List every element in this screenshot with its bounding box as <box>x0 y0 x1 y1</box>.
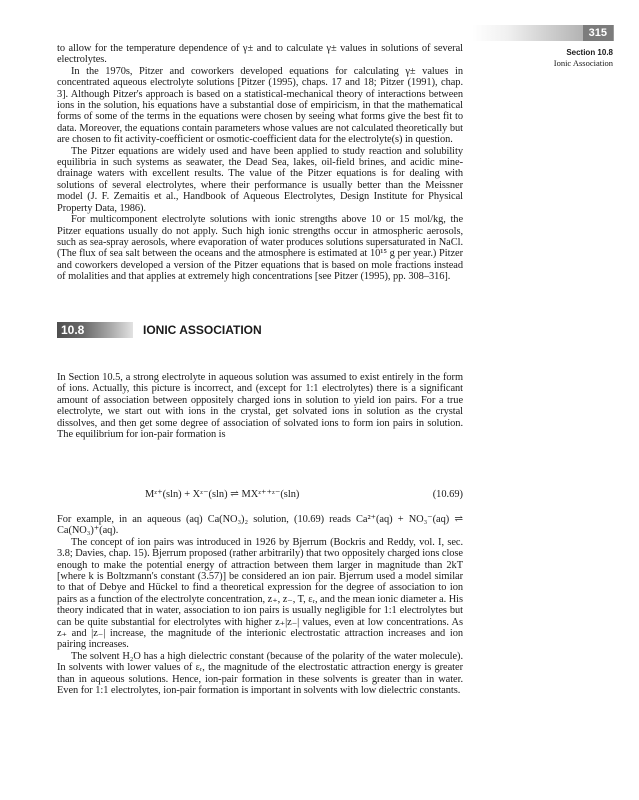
paragraph-section-intro: In Section 10.5, a strong electrolyte in aqueous solution was assumed to exist entirely in the form of ions. Actually, this picture is incorrect, and (except for 1:1 electrolytes) there is a significant amount of association between oppositely charged ions in solution to yield ion pairs. For a true electrolyte, we start out with ions in the crystal, get solvated ions in solution as the crystal dissolves, and then get some degree of association of solvated ions to form ion pairs in solution. The equilibrium for ion-pair formation is <box>57 372 463 441</box>
section-title: IONIC ASSOCIATION <box>143 323 262 337</box>
section-heading <box>57 322 463 338</box>
paragraph-high-ionic-strength: For multicomponent electrolyte solutions with ionic strengths above 10 or 15 mol/kg, the Pitzer equations usually do not apply. Such high ionic strengths occur in atmospheric aerosols, such as sea-spray aerosols, where evaporation of water produces solutions supersaturated in NaCl. (The flux of sea salt between the oceans and the atmosphere is estimated at 10¹⁵ g per year.) Pitzer and coworkers developed a version of the Pitzer equations that is based on mole fractions instead of molalities and that applies at extremely high concentrations [see Pitzer (1995), pp. 308–316]. <box>57 214 463 283</box>
section-number: 10.8 <box>61 323 85 337</box>
section-number-badge <box>57 322 133 338</box>
running-header-section-name: Ionic Association <box>553 58 613 68</box>
equation-10-69 <box>57 488 463 502</box>
paragraph-solvent-dielectric: The solvent H₂O has a high dielectric constant (because of the polarity of the water molecule). In solvents with lower values of εᵣ, the magnitude of the electrostatic attraction energy is greater than in aqueous solutions. Hence, ion-pair formation in these solvents is greater than in water. Even for 1:1 electrolytes, ion-pair formation is important in solvents with low dielectric constants. <box>57 650 463 697</box>
equation-number: (10.69) <box>432 489 463 500</box>
paragraph-bjerrum: The concept of ion pairs was introduced in 1926 by Bjerrum (Bockris and Reddy, vol. I, sec. 3.8; Davies, chap. 15). Bjerrum proposed (rather arbitrarily) that two oppositely charged ions close enough to make the potential energy of attraction between them larger in magnitude than 2kT [where k is Boltzmann's constant (3.57)] be considered an ion pair. Bjerrum used a model similar to that of Debye and Hückel to find a theoretical expression for the degree of association to ion pairs as a function of the electrolyte concentration, z₊, z₋, T, εᵣ, and the mean ionic diameter a. His theory indicated that in water, association to ion pairs is usually negligible for 1:1 electrolytes but can be quite substantial for electrolytes with higher z₊|z₋| values, even at low concentrations. As z₊ and |z₋| increase, the magnitude of the interionic electrostatic attraction increases and ion pairing increases. <box>57 536 463 651</box>
page-number: 315 <box>583 25 613 41</box>
section-intro-text <box>57 372 463 440</box>
paragraph-pitzer-intro: In the 1970s, Pitzer and coworkers developed equations for calculating γ± values in concentrated aqueous electrolyte solutions [Pitzer (1995), chaps. 17 and 18; Pitzer (1991), chap. 3]. Although Pitzer's approach is based on a statistical-mechanical theory of interactions between ions in the solution, his equations have a substantial dose of empiricism, in that the mathematical forms of some of the terms in the equations were chosen by seeing what forms give the best fit to data. Moreover, the equations contain parameters whose values are not calculated theoretically but are chosen to fit activity-coefficient or osmotic-coefficient data for the electrolyte(s) in question. <box>57 65 463 146</box>
equation-body: Mᶻ⁺(sln) + Xᶻ⁻(sln) ⇌ MXᶻ⁺⁺ᶻ⁻(sln) <box>145 489 300 500</box>
paragraph-example: For example, in an aqueous (aq) Ca(NO₃)₂ solution, (10.69) reads Ca²⁺(aq) + NO₃⁻(aq) ⇌ Ca(NO₃)⁺(aq). <box>57 514 463 537</box>
body-text-before-section <box>57 43 463 283</box>
paragraph-pitzer-applications: The Pitzer equations are widely used and have been applied to study reaction and solubility equilibria in such systems as seawater, the Dead Sea, lakes, oil-field brines, and acidic mine-drainage waters with excellent results. The value of the Pitzer equations is for dealing with solutions of several electrolytes, where their performance is usually better than the Meissner model (J. F. Zemaitis et al., Handbook of Aqueous Electrolytes, Design Institute for Physical Property Data, 1986). <box>57 145 463 214</box>
paragraph-continued: to allow for the temperature dependence of γ± and to calculate γ± values in solutions of several electrolytes. <box>57 43 463 66</box>
body-text-after-equation <box>57 514 463 697</box>
running-header-section-ref: Section 10.8 <box>566 48 613 57</box>
